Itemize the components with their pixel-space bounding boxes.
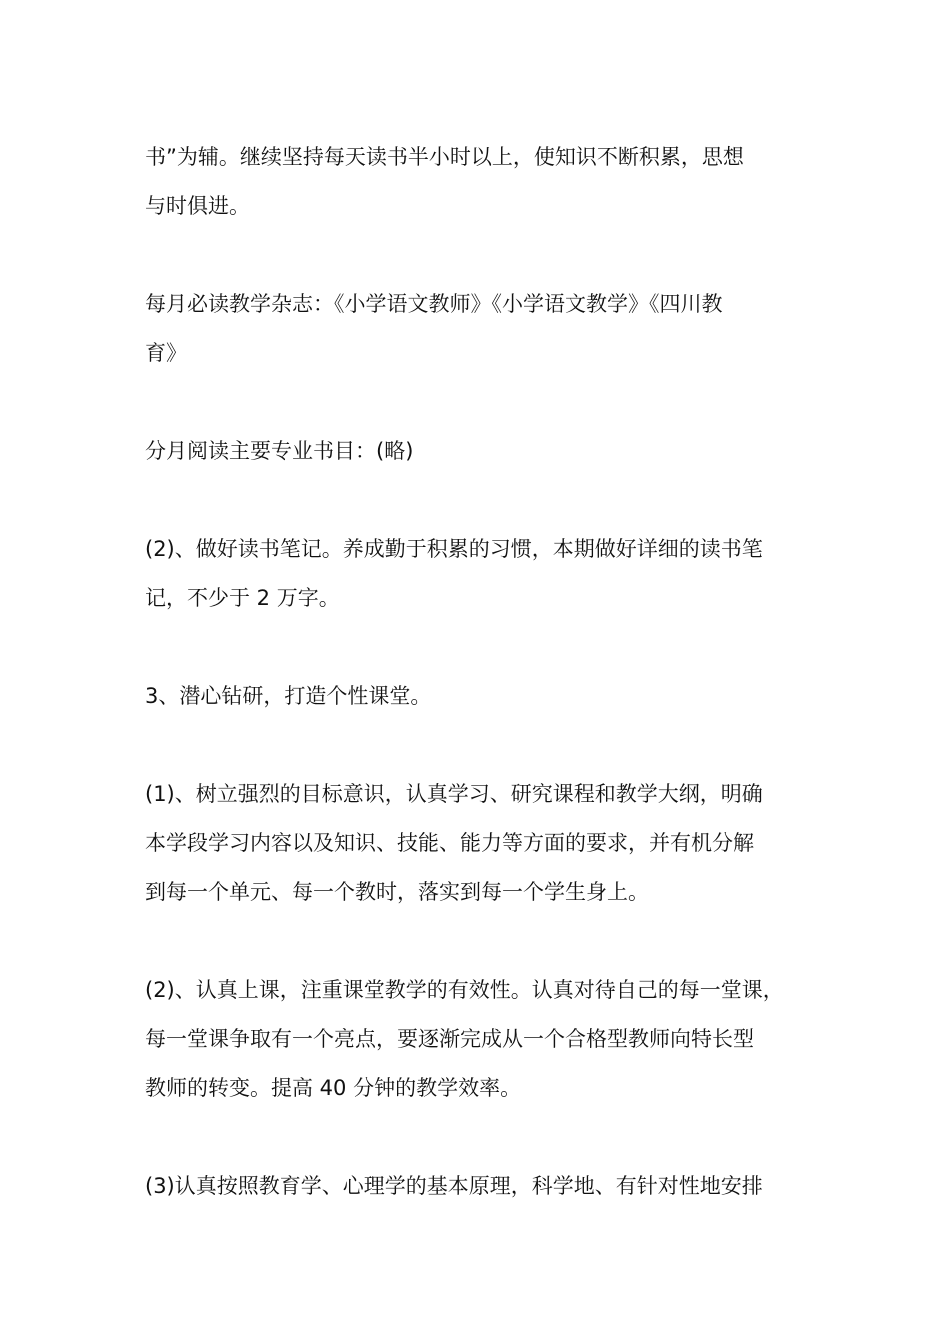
text-line: 每月必读教学杂志：《小学语文教师》《小学语文教学》《四川教 [145, 292, 723, 316]
text-line: 书”为辅。继续坚持每天读书半小时以上，使知识不断积累，思想 [145, 145, 744, 169]
text-line: 育》 [145, 341, 187, 365]
paragraph-reading-habit-continued [145, 133, 815, 231]
paragraph-reading-notes [145, 525, 815, 623]
paragraph-goal-awareness [145, 770, 815, 917]
text-line: (2)、做好读书笔记。养成勤于积累的习惯，本期做好详细的读书笔 [145, 537, 763, 561]
paragraph-effective-teaching [145, 966, 815, 1113]
text-line: 本学段学习内容以及知识、技能、能力等方面的要求，并有机分解 [145, 831, 754, 855]
paragraph-pedagogy-principles [145, 1162, 815, 1211]
text-line: 记，不少于 2 万字。 [145, 586, 340, 610]
paragraph-monthly-magazines [145, 280, 815, 378]
text-line: (3)认真按照教育学、心理学的基本原理，科学地、有针对性地安排 [145, 1174, 763, 1198]
text-line: 分月阅读主要专业书目：(略) [145, 439, 414, 463]
text-line: 与时俱进。 [145, 194, 250, 218]
text-line: (2)、认真上课，注重课堂教学的有效性。认真对待自己的每一堂课， [145, 978, 784, 1002]
text-line: 3、潜心钻研，打造个性课堂。 [145, 684, 432, 708]
text-line: 教师的转变。提高 40 分钟的教学效率。 [145, 1076, 522, 1100]
section-heading-personal-classroom [145, 672, 815, 721]
text-line: (1)、树立强烈的目标意识，认真学习、研究课程和教学大纲，明确 [145, 782, 763, 806]
document-body [145, 133, 815, 1260]
text-line: 到每一个单元、每一个教时，落实到每一个学生身上。 [145, 880, 649, 904]
paragraph-monthly-books [145, 427, 815, 476]
text-line: 每一堂课争取有一个亮点，要逐渐完成从一个合格型教师向特长型 [145, 1027, 754, 1051]
